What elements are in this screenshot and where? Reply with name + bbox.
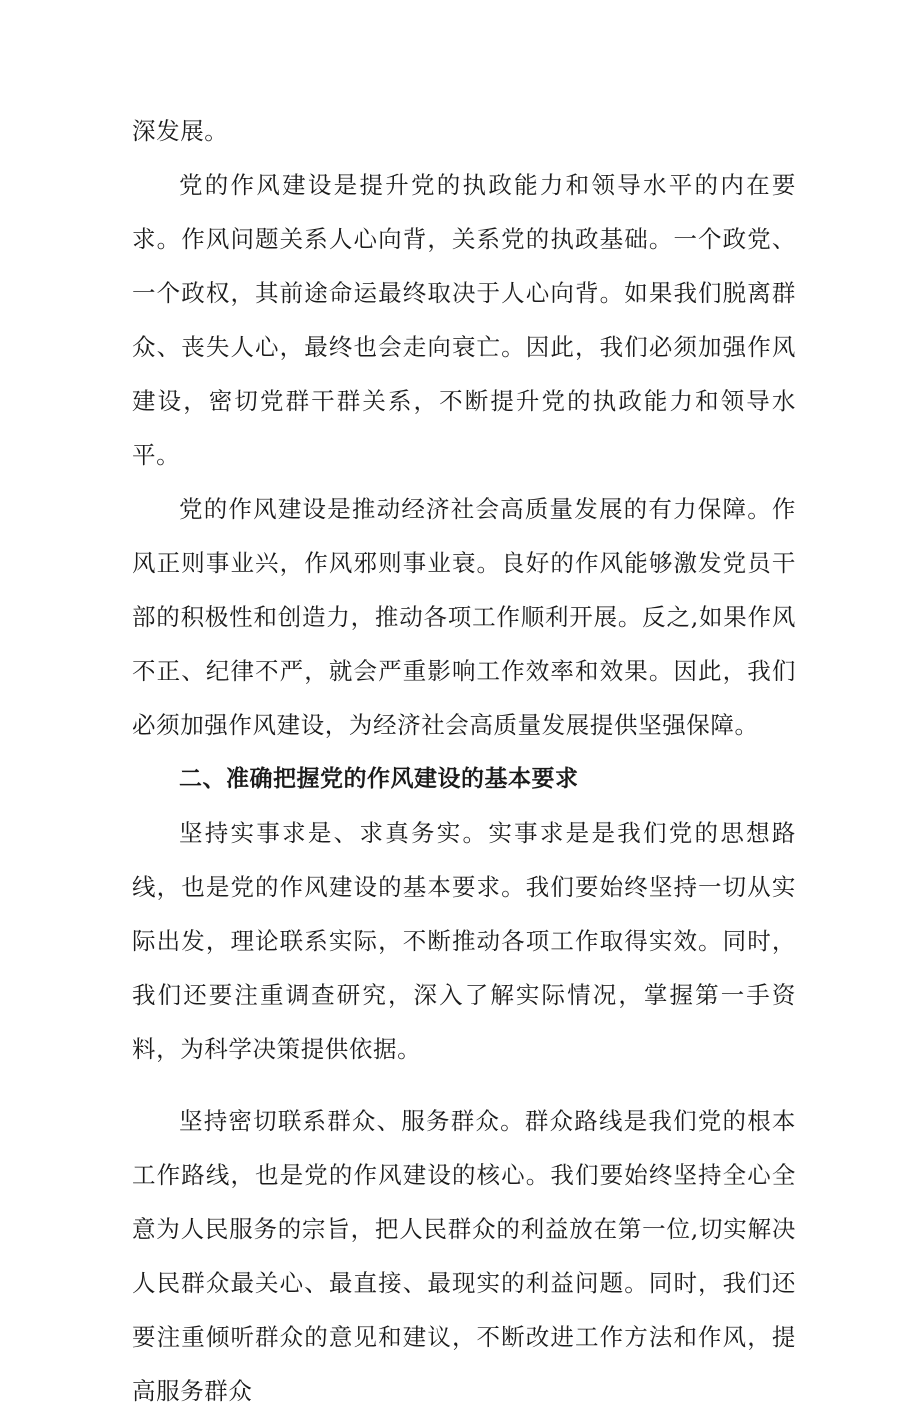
paragraph-seek-truth: 坚持实事求是、求真务实。实事求是是我们党的思想路线，也是党的作风建设的基本要求。我们要始终坚持一切从实际出发，理论联系实际，不断推动各项工作取得实效。同时，我们还要注重调查研究，深入了解实际情况，掌握第一手资料，为科学决策提供依据。 <box>132 819 796 1063</box>
paragraph-continuation: 深发展。 <box>132 117 229 145</box>
paragraph-serve-masses: 坚持密切联系群众、服务群众。群众路线是我们党的根本工作路线，也是党的作风建设的核心。我们要始终坚持全心全意为人民服务的宗旨，把人民群众的利益放在第一位,切实解决人民群众最关心、最直接、最现实的利益问题。同时，我们还要注重倾听群众的意见和建议，不断改进工作方法和作风，提高服务群众 <box>132 1107 796 1405</box>
document-body <box>132 104 796 1418</box>
section-heading: 二、准确把握党的作风建设的基本要求 <box>179 766 579 792</box>
paragraph-economic-development: 党的作风建设是推动经济社会高质量发展的有力保障。作风正则事业兴，作风邪则事业衰。良好的作风能够激发党员干部的积极性和创造力，推动各项工作顺利开展。反之,如果作风不正、纪律不严，就会严重影响工作效率和效果。因此，我们必须加强作风建设，为经济社会高质量发展提供坚强保障。 <box>132 495 796 739</box>
paragraph-governance-capacity: 党的作风建设是提升党的执政能力和领导水平的内在要求。作风问题关系人心向背，关系党的执政基础。一个政党、一个政权，其前途命运最终取决于人心向背。如果我们脱离群众、丧失人心，最终也会走向衰亡。因此，我们必须加强作风建设，密切党群干群关系，不断提升党的执政能力和领导水平。 <box>132 171 796 469</box>
